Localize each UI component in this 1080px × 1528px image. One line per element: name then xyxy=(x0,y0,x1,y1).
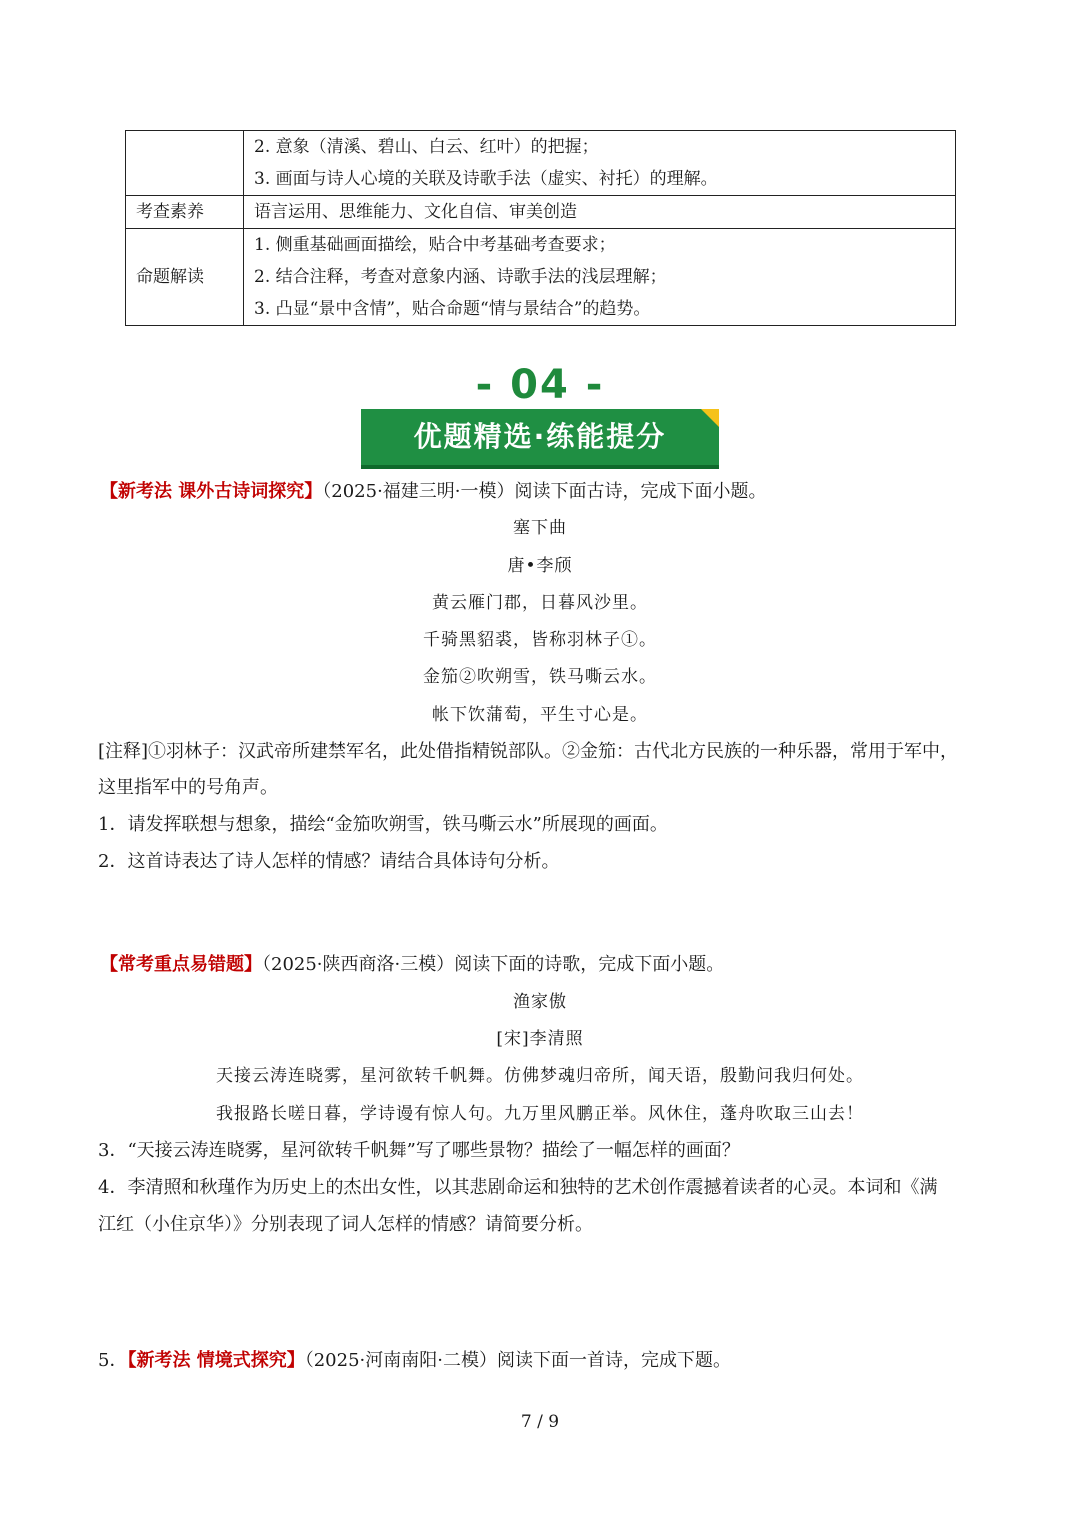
question-1: 1．请发挥联想与想象，描绘“金笳吹朔雪，铁马嘶云水”所展现的画面。 xyxy=(98,814,668,835)
section-title: 优题精选·练能提分 xyxy=(413,420,667,453)
q1-poem-line: 帐下饮蒲萄，平生寸心是。 xyxy=(432,705,648,725)
table-cell xyxy=(244,229,956,326)
q1-tag: 【新考法 课外古诗词探究】 xyxy=(100,481,323,502)
q1-poem-line: 金笳②吹朔雪，铁马嘶云水。 xyxy=(423,667,657,687)
q1-source: （2025·福建三明·一模）阅读下面古诗，完成下面小题。 xyxy=(322,481,767,502)
q5-tag: 【新考法 情境式探究】 xyxy=(127,1350,305,1371)
objective-line: 3. 画面与诗人心境的关联及诗歌手法（虚实、衬托）的理解。 xyxy=(254,169,718,189)
q1-poem-title: 塞下曲 xyxy=(513,518,567,538)
q2-heading xyxy=(100,953,724,977)
q1-poem-line: 黄云雁门郡，日暮风沙里。 xyxy=(432,593,648,613)
section-banner xyxy=(361,409,719,465)
q1-poem-line: 千骑黑貂裘，皆称羽林子①。 xyxy=(423,630,657,650)
q2-poem-line: 我报路长嗟日暮，学诗谩有惊人句。九万里风鹏正举。风休住，蓬舟吹取三山去！ xyxy=(216,1104,864,1124)
table-row xyxy=(126,131,956,196)
interpretation-line: 2. 结合注释，考查对意象内涵、诗歌手法的浅层理解； xyxy=(254,267,667,287)
question-4: 4．李清照和秋瑾作为历史上的杰出女性，以其悲剧命运和独特的艺术创作震撼着读者的心灵。本词和《满 xyxy=(98,1177,938,1198)
table-cell: 语言运用、思维能力、文化自信、审美创造 xyxy=(244,196,956,229)
interpretation-line: 3. 凸显“景中含情”，贴合命题“情与景结合”的趋势。 xyxy=(254,299,651,319)
q1-note: [注释]①羽林子：汉武帝所建禁军名，此处借指精锐部队。②金笳：古代北方民族的一种乐器，常用于军中， xyxy=(98,741,959,762)
q5-source: （2025·河南南阳·二模）阅读下面一首诗，完成下题。 xyxy=(304,1350,731,1371)
table-label: 命题解读 xyxy=(126,229,244,326)
q5-heading xyxy=(98,1349,731,1373)
page-number: 7 / 9 xyxy=(520,1412,560,1432)
q5-number: 5． xyxy=(98,1350,128,1371)
q2-poem-author: [宋]李清照 xyxy=(496,1029,584,1049)
question-2: 2．这首诗表达了诗人怎样的情感？请结合具体诗句分析。 xyxy=(98,851,560,872)
question-4: 江红（小住京华）》分别表现了词人怎样的情感？请简要分析。 xyxy=(98,1214,593,1235)
question-3: 3．“天接云涛连晓雾，星河欲转千帆舞”写了哪些景物？描绘了一幅怎样的画面？ xyxy=(98,1140,740,1161)
table-row xyxy=(126,229,956,326)
table-cell-objectives xyxy=(244,131,956,196)
exam-info-table xyxy=(125,130,956,326)
table-row xyxy=(126,196,956,229)
interpretation-line: 1. 侧重基础画面描绘，贴合中考基础考查要求； xyxy=(254,235,616,255)
q2-poem-title: 渔家傲 xyxy=(513,992,567,1012)
q1-heading xyxy=(100,480,767,504)
q1-poem-author: 唐•李颀 xyxy=(507,556,573,576)
table-label: 考查素养 xyxy=(126,196,244,229)
q1-note: 这里指军中的号角声。 xyxy=(98,777,278,798)
q2-tag: 【常考重点易错题】 xyxy=(100,954,262,975)
q2-source: （2025·陕西商洛·三模）阅读下面的诗歌，完成下面小题。 xyxy=(262,954,725,975)
objective-line: 2. 意象（清溪、碧山、白云、红叶）的把握； xyxy=(254,137,599,157)
section-number: - 04 - xyxy=(475,362,605,408)
q2-poem-line: 天接云涛连晓雾，星河欲转千帆舞。仿佛梦魂归帝所，闻天语，殷勤问我归何处。 xyxy=(216,1066,864,1086)
table-label-empty xyxy=(126,131,244,196)
